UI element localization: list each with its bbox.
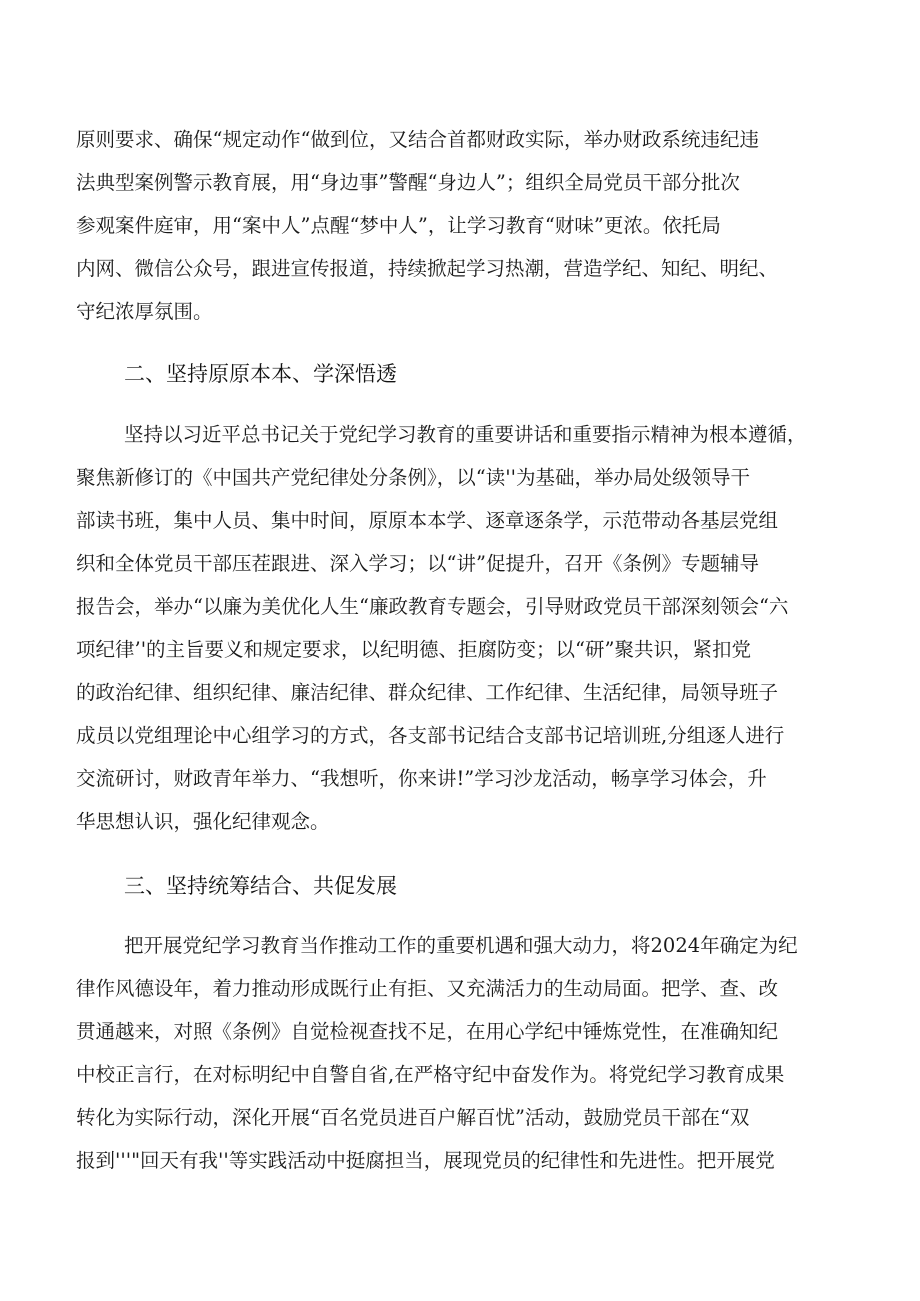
- text-line: 部读书班，集中人员、集中时间，原原本本学、逐章逐条学，示范带动各基层党组: [76, 509, 779, 532]
- text-line: 内网、微信公众号，跟进宣传报道，持续掀起学习热潮，营造学纪、知纪、明纪、: [76, 257, 779, 280]
- text-line: 律作风德设年，着力推动形成既行止有拒、又充满活力的生动局面。把学、查、改: [76, 977, 779, 1000]
- text-line: 华思想认识，强化纪律观念。: [76, 810, 330, 833]
- text-line: 把开展党纪学习教育当作推动工作的重要机遇和强大动力，将2024年确定为纪: [124, 934, 798, 957]
- text-line: 原则要求、确保“规定动作“做到位，又结合首都财政实际，举办财政系统违纪违: [76, 128, 759, 151]
- section-heading: 三、坚持统筹结合、共促发展: [124, 874, 397, 898]
- text-line: 参观案件庭审，用“案中人”点醒“梦中人”，让学习教育“财味”更浓。依托局: [76, 214, 721, 237]
- text-line: 报告会，举办“以廉为美优化人生“廉政教育专题会，引导财政党员干部深刻领会“六: [76, 595, 789, 618]
- text-line: 项纪律’'的主旨要义和规定要求，以纪明德、拒腐防变；以“研”聚共识，紧扣党: [76, 638, 751, 661]
- text-line: 中校正言行，在对标明纪中自警自省,在严格守纪中奋发作为。将党纪学习教育成果: [76, 1063, 785, 1086]
- text-line: 的政治纪律、组织纪律、廉洁纪律、群众纪律、工作纪律、生活纪律，局领导班子: [76, 681, 779, 704]
- text-line: 守纪浓厚氛围。: [76, 300, 213, 323]
- text-line: 转化为实际行动，深化开展“百名党员进百户解百忧”活动，鼓励党员干部在“双: [76, 1106, 750, 1129]
- text-line: 成员以党组理论中心组学习的方式，各支部书记结合支部书记培训班,分组逐人进行: [76, 724, 785, 747]
- text-line: 贯通越来，对照《条例》自觉检视查找不足，在用心学纪中锤炼党性，在准确知纪: [76, 1020, 779, 1043]
- text-line: 交流研讨，财政青年举力、“我想听，你来讲!”学习沙龙活动，畅享学习体会，升: [76, 767, 767, 790]
- section-heading: 二、坚持原原本本、学深悟透: [124, 362, 397, 386]
- text-line: 法典型案例警示教育展，用“身边事”警醒“身边人”；组织全局党员干部分批次: [76, 171, 740, 194]
- text-line: 织和全体党员干部压茬跟进、深入学习；以“讲”促提升，召开《条例》专题辅导: [76, 552, 759, 575]
- text-line: 报到'''"回天有我''等实践活动中挺腐担当，展现党员的纪律性和先进性。把开展党: [76, 1149, 775, 1172]
- text-line: 坚持以习近平总书记关于党纪学习教育的重要讲话和重要指示精神为根本遵循，: [124, 423, 807, 446]
- text-line: 聚焦新修订的《中国共产党纪律处分条例》，以“读''为基础，举办局处级领导干: [76, 466, 750, 489]
